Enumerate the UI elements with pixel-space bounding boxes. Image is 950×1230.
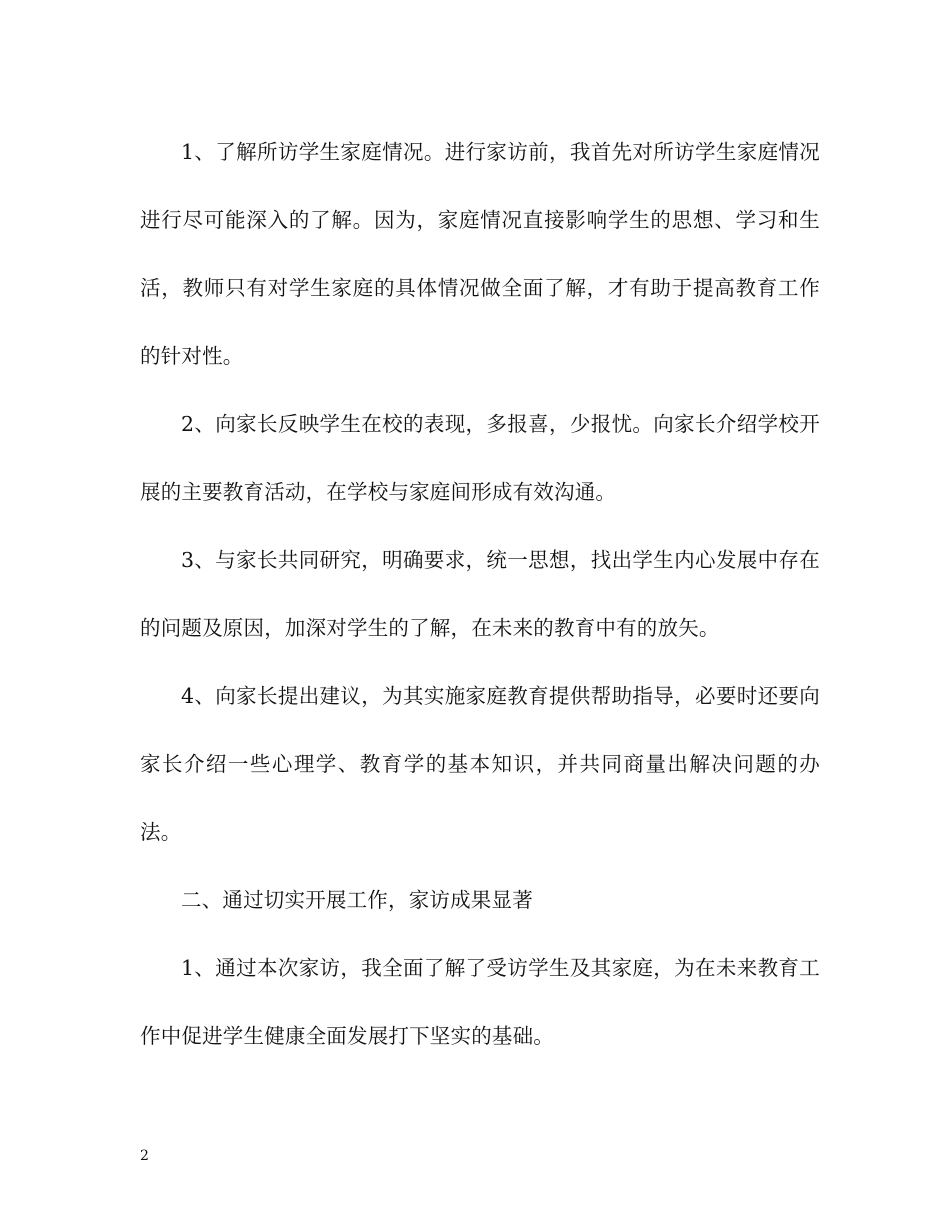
section-heading-results: 二、通过切实开展工作，家访成果显著 xyxy=(181,888,533,912)
document-body xyxy=(140,118,820,1070)
paragraph-visit-results: 1、通过本次家访，我全面了解了受访学生及其家庭，为在未来教育工作中促进学生健康全面发展打下坚实的基础。 xyxy=(140,956,820,1048)
paragraph-visit-preparation: 1、了解所访学生家庭情况。进行家访前，我首先对所访学生家庭情况进行尽可能深入的了解。因为，家庭情况直接影响学生的思想、学习和生活，教师只有对学生家庭的具体情况做全面了解，才有助于提高教育工作的针对性。 xyxy=(140,140,820,368)
paragraph-suggestions: 4、向家长提出建议，为其实施家庭教育提供帮助指导，必要时还要向家长介绍一些心理学、教育学的基本知识，并共同商量出解决问题的办法。 xyxy=(140,684,820,844)
paragraph-joint-research: 3、与家长共同研究，明确要求，统一思想，找出学生内心发展中存在的问题及原因，加深对学生的了解，在未来的教育中有的放矢。 xyxy=(140,548,820,640)
page-number: 2 xyxy=(140,1148,149,1164)
paragraph-report-performance: 2、向家长反映学生在校的表现，多报喜，少报忧。向家长介绍学校开展的主要教育活动，在学校与家庭间形成有效沟通。 xyxy=(140,412,820,504)
